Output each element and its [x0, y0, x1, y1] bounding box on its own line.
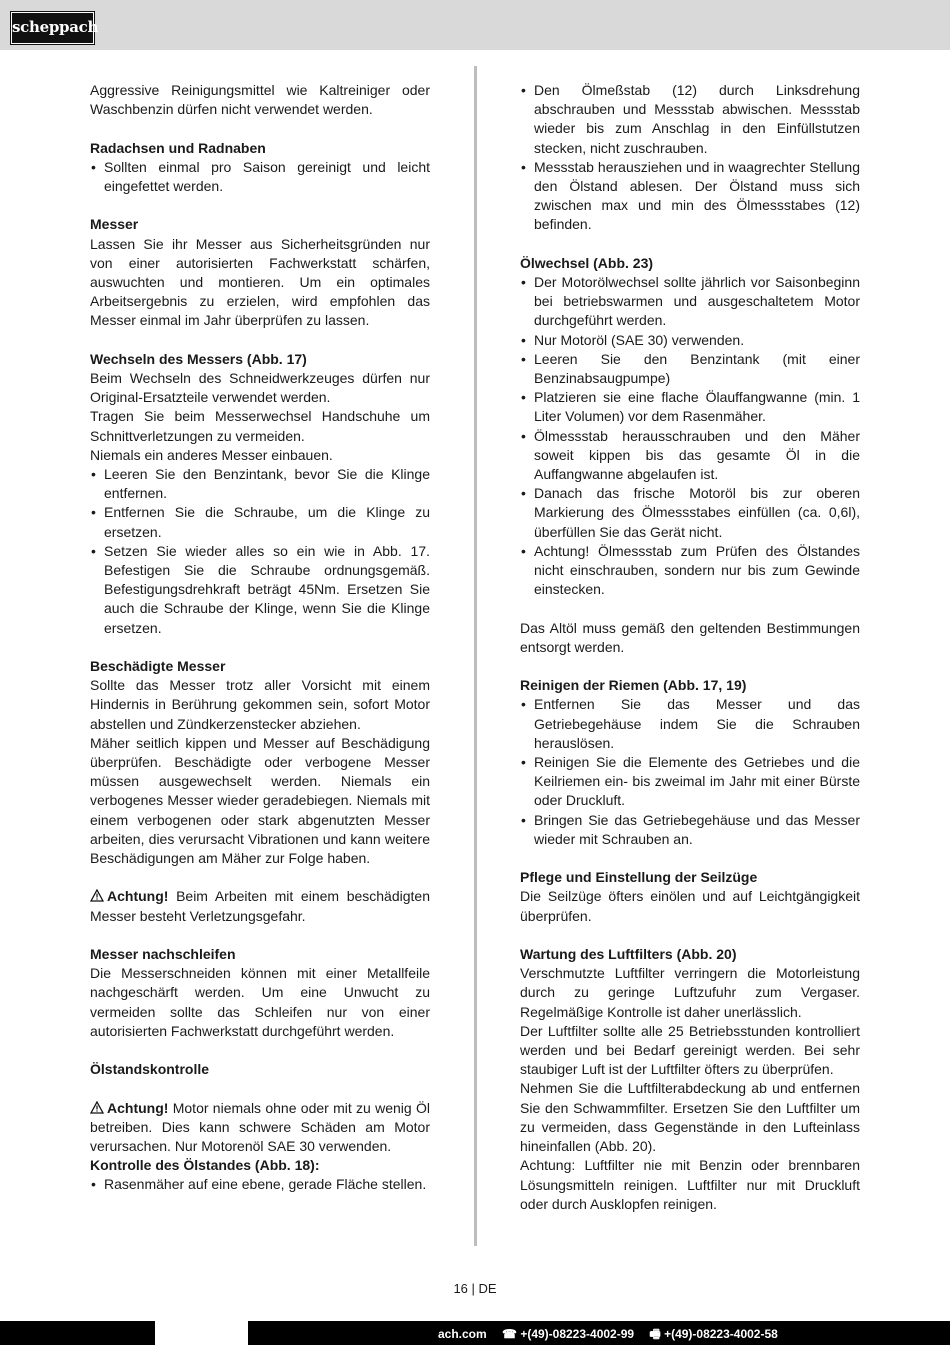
- warning-icon: [90, 1099, 104, 1118]
- seilzuege-text: Die Seilzüge öfters einölen und auf Leichtgängigkeit überprüfen.: [520, 888, 860, 924]
- warning-text: Motor niemals ohne oder mit zu wenig Öl betreiben. Dies kann schwere Schäden am Motor verursachen. Nur Motorenöl SAE 30 verwenden.: [90, 1099, 430, 1155]
- footer-website: ach.com: [438, 1327, 487, 1341]
- page-number: 16 | DE: [453, 1281, 497, 1296]
- section-heading-seilzuege: Pflege und Einstellung der Seilzüge: [520, 869, 758, 886]
- list-item: • Messstab herausziehen und in waagrechter Stellung den Ölstand ablesen. Der Ölstand muss sich zwischen max und min des Ölmessstabes (12) befinden.: [520, 158, 860, 235]
- warning-note: [90, 1099, 430, 1157]
- riemen-list: [520, 695, 860, 849]
- warning-label: Achtung!: [107, 1099, 169, 1116]
- section-heading-beschaedigt: Beschädigte Messer: [90, 658, 226, 675]
- header-bar: [0, 0, 950, 50]
- list-item: • Rasenmäher auf eine ebene, gerade Fläche stellen.: [90, 1175, 430, 1194]
- brand-logo: scheppach: [11, 12, 94, 44]
- section-heading-riemen: Reinigen der Riemen (Abb. 17, 19): [520, 677, 747, 694]
- section-heading-oelstand: Ölstandskontrolle: [90, 1061, 210, 1078]
- section-heading-kontrolle: Kontrolle des Ölstandes (Abb. 18):: [90, 1157, 320, 1174]
- footer-phone: ☎ +(49)-08223-4002-99: [502, 1327, 635, 1341]
- warning-note: [90, 887, 430, 925]
- list-item: • Den Ölmeßstab (12) durch Linksdrehung abschrauben und Messstab abwischen. Messstab wieder bis zum Anschlag in den Einfüllstutzen stecken, nicht zuschrauben.: [520, 81, 860, 158]
- section-heading-schleifen: Messer nachschleifen: [90, 946, 236, 963]
- list-item: • Reinigen Sie die Elemente des Getriebes und die Keilriemen ein- bis zweimal im Jahr mit einer Bürste oder Druckluft.: [520, 753, 860, 811]
- warning-label: Achtung!: [107, 888, 169, 905]
- right-column: [520, 81, 860, 1214]
- list-item: • Setzen Sie wieder alles so ein wie in Abb. 17. Befestigen Sie die Schraube ordnungsgemäß. Befestigungsdrehkraft beträgt 45Nm. Ersetzen Sie auch die Schraube der Klinge, wenn Sie die Klinge ersetzen.: [90, 542, 430, 638]
- list-item: • Entfernen Sie die Schraube, um die Klinge zu ersetzen.: [90, 503, 430, 541]
- intro-text: Aggressive Reinigungsmittel wie Kaltreiniger oder Waschbenzin dürfen nicht verwendet werden.: [90, 82, 430, 118]
- list-item: • Leeren Sie den Benzintank, bevor Sie die Klinge entfernen.: [90, 465, 430, 503]
- luftfilter-paragraph: Nehmen Sie die Luftfilterabdeckung ab und entfernen Sie den Schwammfilter. Ersetzen Sie den Luftfilter um zu vermeiden, dass Gegenstände in den Lufteinlass hineinfallen (Abb. 20).: [520, 1080, 860, 1155]
- section-heading-messer: Messer: [90, 216, 139, 233]
- column-divider: [474, 66, 477, 1246]
- messer-text: Lassen Sie ihr Messer aus Sicherheitsgründen nur von einer autorisierten Fachwerkstatt schärfen, auswuchten und montieren. Um ein optimales Arbeitsergebnis zu erzielen, wird empfohlen das Messer einmal im Jahr überprüfen zu lassen.: [90, 235, 430, 329]
- list-item: • Entfernen Sie das Messer und das Getriebegehäuse indem Sie die Schrauben herauslösen.: [520, 695, 860, 753]
- kontrolle-list: [90, 1175, 430, 1194]
- oelstand-list: [520, 81, 860, 235]
- left-column: [90, 81, 430, 1195]
- footer-white-block: [155, 1321, 248, 1345]
- warning-icon: [90, 887, 104, 906]
- wechseln-paragraph: Beim Wechseln des Schneidwerkzeuges dürfen nur Original-Ersatzteile verwendet werden.: [90, 370, 430, 406]
- luftfilter-paragraph: Verschmutzte Luftfilter verringern die Motorleistung durch zu geringe Luftzufuhr zum Vergaser. Regelmäßige Kontrolle ist daher unerlässlich.: [520, 965, 860, 1020]
- beschaedigt-paragraph: Sollte das Messer trotz aller Vorsicht mit einem Hindernis in Berührung gekommen sein, sofort Motor abstellen und Zündkerzenstecker abziehen.: [90, 677, 430, 732]
- section-heading-luftfilter: Wartung des Luftfilters (Abb. 20): [520, 946, 737, 963]
- list-item: • Nur Motoröl (SAE 30) verwenden.: [520, 331, 860, 350]
- list-item: • Leeren Sie den Benzintank (mit einer Benzinabsaugpumpe): [520, 350, 860, 388]
- beschaedigt-paragraph: Mäher seitlich kippen und Messer auf Beschädigung überprüfen. Beschädigte oder verbogene Messer müssen ausgewechselt werden. Niemals ein verbogenes Messer wieder geradebiegen. Niemals mit einem verbogenen oder stark abgenutzten Messer arbeiten, dies verursacht Vibrationen und kann weitere Beschädigungen am Mäher zur Folge haben.: [90, 734, 430, 867]
- radachsen-list: [90, 158, 430, 196]
- section-heading-radachsen: Radachsen und Radnaben: [90, 139, 266, 156]
- list-item: • Bringen Sie das Getriebegehäuse und das Messer wieder mit Schrauben an.: [520, 811, 860, 849]
- schleifen-text: Die Messerschneiden können mit einer Metallfeile nachgeschärft werden. Um eine Unwucht zu vermeiden sollte das Schleifen nur von einer autorisierten Fachwerkstatt durchgeführt werden.: [90, 965, 430, 1039]
- list-item: • Achtung! Ölmessstab zum Prüfen des Ölstandes nicht einschrauben, sondern nur bis zum Gewinde einstecken.: [520, 542, 860, 600]
- list-item: • Danach das frische Motoröl bis zur oberen Markierung des Ölmessstabes einfüllen (ca. 0,6l), überfüllen Sie das Gerät nicht.: [520, 484, 860, 542]
- list-item: • Sollten einmal pro Saison gereinigt und leicht eingefettet werden.: [90, 158, 430, 196]
- wechseln-list: [90, 465, 430, 638]
- luftfilter-paragraph: Der Luftfilter sollte alle 25 Betriebsstunden kontrolliert werden und bei Bedarf gereinigt werden. Bei sehr staubiger Luft ist der Luftfilter öfters zu überprüfen.: [520, 1022, 860, 1078]
- footer-fax: 🖷 +(49)-08223-4002-58: [649, 1327, 778, 1341]
- list-item: • Der Motorölwechsel sollte jährlich vor Saisonbeginn bei betriebswarmen und ausgeschaltetem Motor durchgeführt werden.: [520, 273, 860, 331]
- section-heading-wechseln: Wechseln des Messers (Abb. 17): [90, 350, 307, 367]
- list-item: • Platzieren sie eine flache Ölauffangwanne (min. 1 Liter Volumen) vor dem Rasenmäher.: [520, 388, 860, 426]
- list-item: • Ölmessstab herausschrauben und den Mäher soweit kippen bis das gesamte Öl in die Auffangwanne abgelaufen ist.: [520, 427, 860, 485]
- wechseln-paragraph: Tragen Sie beim Messerwechsel Handschuhe um Schnittverletzungen zu vermeiden.: [90, 408, 430, 444]
- warning-text: Beim Arbeiten mit einem beschädigten Messer besteht Verletzungsgefahr.: [90, 888, 430, 924]
- section-heading-oelwechsel: Ölwechsel (Abb. 23): [520, 254, 654, 271]
- altoel-text: Das Altöl muss gemäß den geltenden Bestimmungen entsorgt werden.: [520, 619, 860, 655]
- luftfilter-paragraph: Achtung: Luftfilter nie mit Benzin oder brennbaren Lösungsmitteln reinigen. Luftfilter nur mit Druckluft oder durch Ausklopfen reinigen.: [520, 1157, 860, 1212]
- oelwechsel-list: [520, 273, 860, 599]
- wechseln-paragraph: Niemals ein anderes Messer einbauen.: [90, 446, 333, 463]
- footer-contact: [438, 1325, 790, 1346]
